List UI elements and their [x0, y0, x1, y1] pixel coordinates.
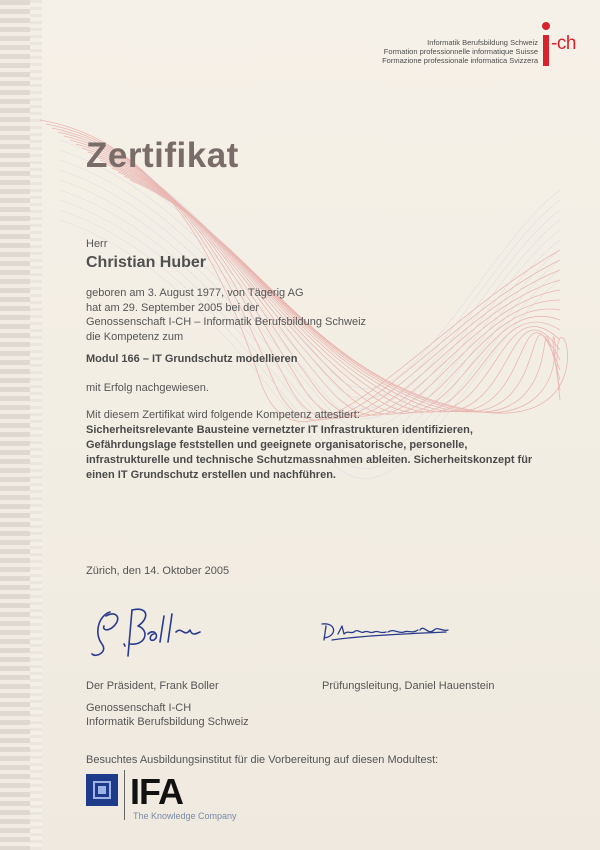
guilloche-curve-secondary [60, 150, 560, 409]
certificate-title: Zertifikat [86, 136, 239, 175]
institute-intro: Besuchtes Ausbildungsinstitut für die Vorbereitung auf diesen Modultest: [86, 754, 439, 766]
intro-line-4: die Kompetenz zum [86, 331, 184, 343]
ifa-logo-icon [86, 774, 118, 806]
signatory-right-role: Prüfungsleitung, Daniel Hauenstein [322, 680, 495, 692]
issuer-line-it: Formazione professionale informatica Svizzera [382, 56, 538, 65]
place-and-date: Zürich, den 14. Oktober 2005 [86, 565, 230, 577]
issuer-header [382, 38, 538, 65]
salutation: Herr [86, 238, 108, 250]
attest-intro: Mit diesem Zertifikat wird folgende Kompetenz attestiert: [86, 409, 360, 421]
ifa-logo-name: IFA [130, 771, 184, 812]
issuer-line-de: Informatik Berufsbildung Schweiz [427, 38, 538, 47]
organization-line-2: Informatik Berufsbildung Schweiz [86, 716, 249, 728]
signature-daniel-hauenstein [320, 618, 455, 648]
ifa-logo-divider [124, 770, 125, 820]
organization-line-1: Genossenschaft I-CH [86, 702, 192, 714]
competence-description: Sicherheitsrelevante Bausteine vernetzter IT Infrastrukturen identifizieren, Gefährdungslage feststellen und geeignete organisatorische, personelle, infrastrukturelle und technische Schutzmassnahmen ableiten. Sicherheitskonzept für einen IT Grundschutz erstellen und nachführen. [86, 424, 533, 481]
success-statement: mit Erfolg nachgewiesen. [86, 382, 209, 394]
intro-line-3: Genossenschaft I-CH – Informatik Berufsbildung Schweiz [86, 316, 367, 328]
recipient-name: Christian Huber [86, 254, 207, 271]
ich-logo-bar [543, 35, 549, 66]
ifa-logo-tagline: The Knowledge Company [133, 811, 237, 821]
ich-logo-text: -ch [551, 33, 576, 54]
intro-line-2: hat am 29. September 2005 bei der [86, 302, 260, 314]
signature-frank-boller [88, 604, 208, 664]
intro-line-1: geboren am 3. August 1977, von Tägerig AG [86, 287, 304, 299]
ich-logo-dot [542, 22, 550, 30]
issuer-line-fr: Formation professionnelle informatique Suisse [383, 47, 538, 56]
module-name: Modul 166 – IT Grundschutz modellieren [86, 353, 298, 365]
signatory-left-role: Der Präsident, Frank Boller [86, 680, 219, 692]
